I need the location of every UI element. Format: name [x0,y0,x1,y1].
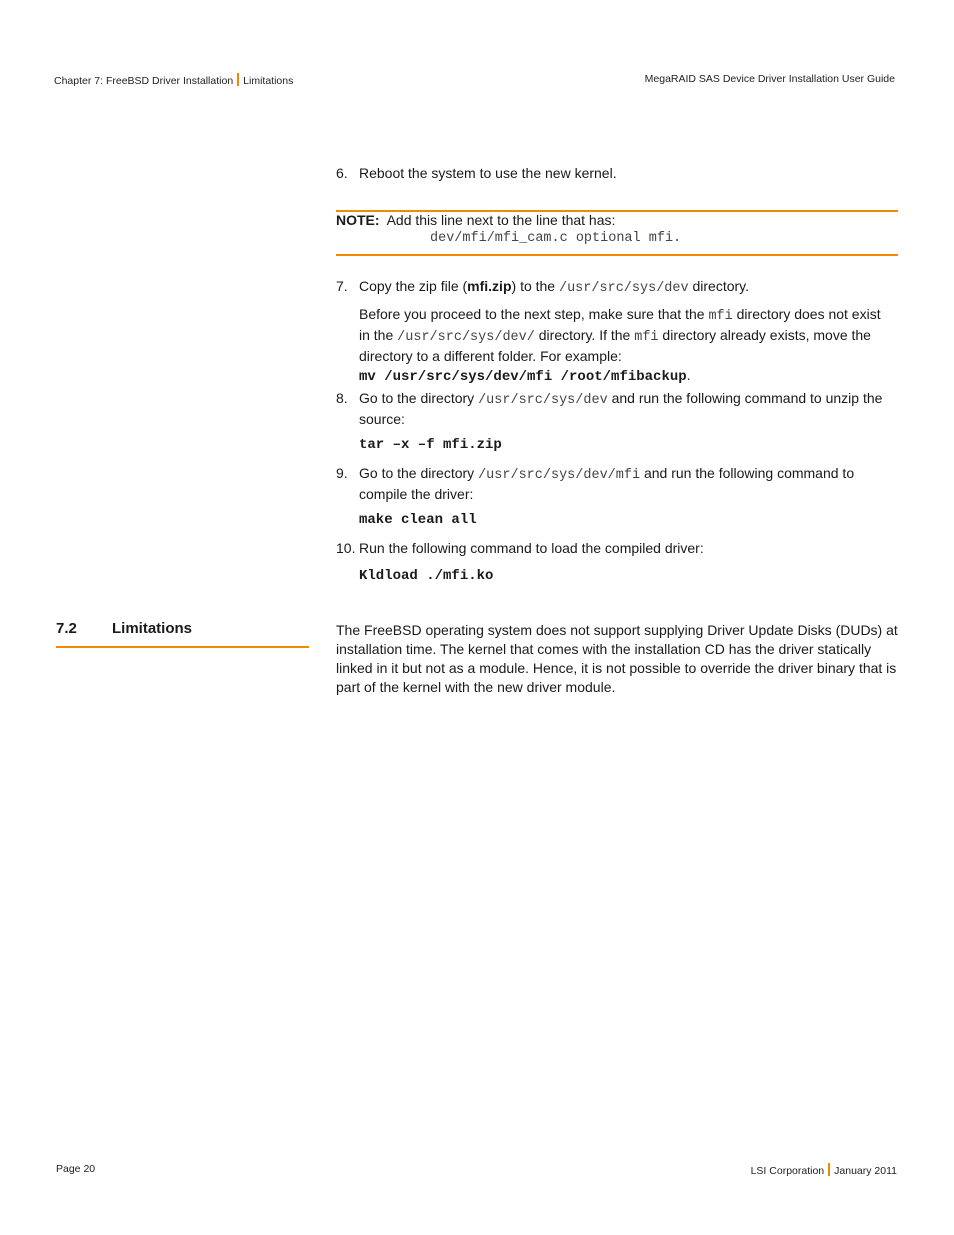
note-code: dev/mfi/mfi_cam.c optional mfi. [430,231,682,246]
header-section: Limitations [243,75,294,87]
step-7-text-c: directory. [688,278,750,294]
section-rule [56,646,309,648]
step-number-8: 8. [336,390,348,406]
step-9-text-a: Go to the directory [359,465,479,481]
step-number-10: 10. [336,540,356,556]
tar-command: tar –x –f mfi.zip [359,437,502,453]
guide-title: MegaRAID SAS Device Driver Installation User Guide [644,73,895,85]
section-title: Limitations [112,620,193,637]
step-number-7: 7. [336,278,348,294]
step-7-text [359,277,899,298]
section-number: 7.2 [56,620,77,637]
header-separator [237,73,239,86]
step-7-text-a: Copy the zip file ( [359,278,468,294]
note-box [336,211,896,230]
mfi-dir-1: mfi [708,309,733,324]
para-text-c: directory. If the [534,327,635,343]
step-7-paragraph [359,305,889,387]
footer-right [751,1163,897,1177]
para-text-d: directory already exists, move the directory to a different folder. For example: [359,327,871,364]
kldload-command: Kldload ./mfi.ko [359,568,494,584]
step-8-text-a: Go to the directory [359,390,479,406]
step-8-text [359,389,899,429]
step-6-text: Reboot the system to use the new kernel. [359,165,617,181]
step-8-text-b: and run the following command to unzip the source: [359,390,883,427]
company-name: LSI Corporation [750,1165,825,1177]
make-command: make clean all [359,512,477,528]
publication-date: January 2011 [834,1165,897,1177]
para-text-b: directory does not exist in the [359,306,881,343]
para-end: . [686,367,691,383]
note-label: NOTE: [336,212,380,228]
footer-separator [828,1163,830,1176]
dev-path: /usr/src/sys/dev [558,281,689,296]
mv-command: mv /usr/src/sys/dev/mfi /root/mfibackup [359,369,687,385]
chapter-title: Chapter 7: FreeBSD Driver Installation [54,75,234,87]
step-number-6: 6. [336,165,348,181]
dev-path-3: /usr/src/sys/dev [478,393,608,408]
mfi-dir-2: mfi [634,330,659,345]
page-number: Page 20 [56,1163,96,1175]
dev-path-2: /usr/src/sys/dev/ [397,330,535,345]
note-text: Add this line next to the line that has: [386,212,616,228]
zip-filename: mfi.zip [467,278,512,294]
step-10-text: Run the following command to load the compiled driver: [359,540,704,556]
limitations-paragraph: The FreeBSD operating system does not support supplying Driver Update Disks (DUDs) at installation time. The kernel that comes with the installation CD has the driver statically linked in it but not as a module. Hence, it is not possible to override the driver binary that is part of the kernel with the new driver module. [336,622,898,695]
para-text-a: Before you proceed to the next step, make sure that the [359,306,709,322]
step-9-text [359,464,899,504]
note-bottom-rule [336,254,898,256]
step-7-text-b: ) to the [511,278,559,294]
step-number-9: 9. [336,465,348,481]
step-9-text-b: and run the following command to compile the driver: [359,465,855,502]
mfi-path: /usr/src/sys/dev/mfi [478,468,641,483]
running-header-left [54,73,293,87]
